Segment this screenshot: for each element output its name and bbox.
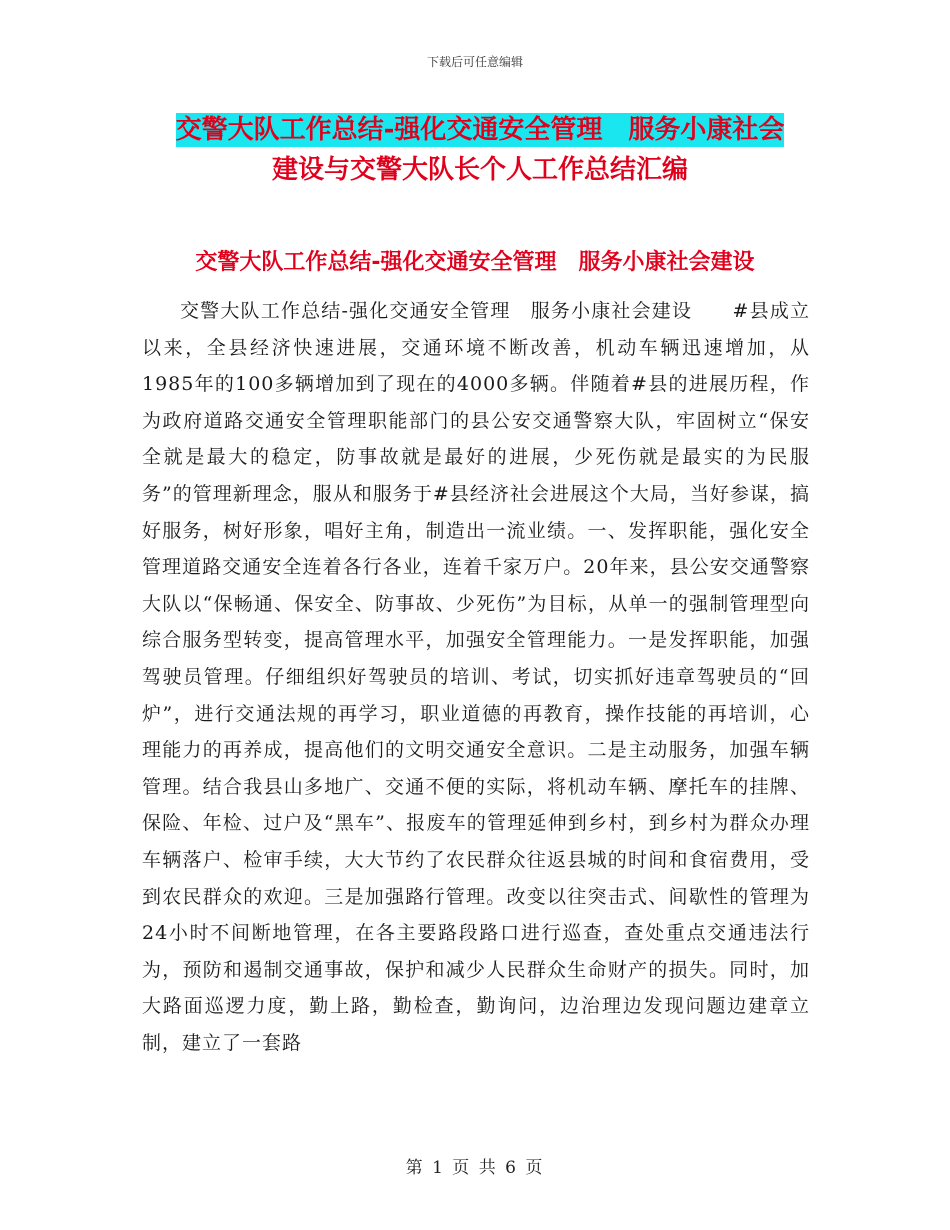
document-title [140, 110, 820, 190]
document-title-line2: 建设与交警大队长个人工作总结汇编 [271, 155, 688, 185]
document-title-line1: 交警大队工作总结-强化交通安全管理 服务小康社会 [175, 115, 785, 145]
page-header-note: 下载后可任意编辑 [426, 55, 523, 69]
body-paragraph: 交警大队工作总结-强化交通安全管理 服务小康社会建设 #县成立以来，全县经济快速进展，交通环境不断改善，机动车辆迅速增加，从1985年的100多辆增加到了现在的4000多辆。伴随着#县的进展历程，作为政府道路交通安全管理职能部门的县公安交通警察大队，牢固树立“保安全就是最大的稳定，防事故就是最好的进展，少死伤就是最实的为民服务”的管理新理念，服从和服务于#县经济社会进展这个大局，当好参谋，搞好服务，树好形象，唱好主角，制造出一流业绩。一、发挥职能，强化安全管理道路交通安全连着各行各业，连着千家万户。20年来，县公安交通警察大队以“保畅通、保安全、防事故、少死伤”为目标，从单一的强制管理型向综合服务型转变，提高管理水平，加强安全管理能力。一是发挥职能，加强驾驶员管理。仔细组织好驾驶员的培训、考试，切实抓好违章驾驶员的“回炉”，进行交通法规的再学习，职业道德的再教育，操作技能的再培训，心理能力的再养成，提高他们的文明交通安全意识。二是主动服务，加强车辆管理。结合我县山多地广、交通不便的实际，将机动车辆、摩托车的挂牌、保险、年检、过户及“黑车”、报废车的管理延伸到乡村，到乡村为群众办理车辆落户、检审手续，大大节约了农民群众往返县城的时间和食宿费用，受到农民群众的欢迎。三是加强路行管理。改变以往突击式、间歇性的管理为24小时不间断地管理，在各主要路段路口进行巡查，查处重点交通违法行为，预防和遏制交通事故，保护和减少人民群众生命财产的损失。同时，加大路面巡逻力度，勤上路，勤检查，勤询问，边治理边发现问题边建章立制，建立了一套路 [142, 300, 810, 1054]
section-title: 交警大队工作总结-强化交通安全管理 服务小康社会建设 [195, 250, 755, 275]
page-number-footer: 第 1 页 共 6 页 [405, 1158, 545, 1178]
